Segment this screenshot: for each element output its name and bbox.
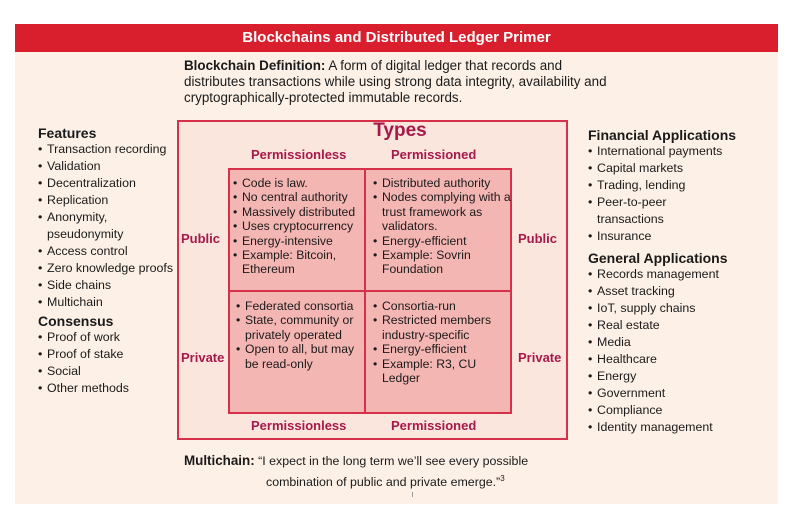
- financial-heading: Financial Applications: [588, 127, 737, 143]
- definition: [184, 58, 614, 106]
- list-item: • International payments: [588, 143, 778, 160]
- private-label-left: Private: [181, 350, 225, 365]
- list-item: • Example: Bitcoin, Ethereum: [233, 248, 354, 277]
- multichain-quote: [184, 452, 604, 491]
- cell-private-permissioned: [373, 299, 511, 385]
- list-item: • Proof of work: [38, 329, 178, 346]
- public-label-left: Public: [181, 231, 221, 246]
- list-item: • Capital markets: [588, 160, 778, 177]
- list-item: • Example: R3, CU Ledger: [373, 357, 494, 386]
- list-item: • Records management: [588, 266, 778, 283]
- list-item: • Anonymity, pseudonymity: [38, 209, 178, 243]
- public-label-right: Public: [518, 231, 558, 246]
- list-item: • Energy: [588, 368, 778, 385]
- list-item: • Open to all, but may be read-only: [236, 342, 365, 371]
- permissioned-label-top: Permissioned: [391, 147, 477, 162]
- cell-public-permissioned: [373, 176, 511, 277]
- permissioned-label-bottom: Permissioned: [391, 418, 477, 433]
- list-item: • Restricted members industry-specific: [373, 313, 504, 342]
- private-label-right: Private: [518, 350, 562, 365]
- list-item: • Peer-to-peer transactions: [588, 194, 717, 228]
- list-item: • Uses cryptocurrency: [233, 219, 363, 233]
- quote-line-2: combination of public and private emerge.”$^3$: [266, 474, 505, 490]
- cell-private-permissionless: [236, 299, 363, 371]
- list-item: • Real estate: [588, 317, 778, 334]
- list-item: • Multichain: [38, 294, 178, 311]
- list-item: • Energy-efficient: [373, 234, 511, 248]
- list-item: • Transaction recording: [38, 141, 178, 158]
- cell-public-permissionless: [233, 176, 363, 277]
- definition-label: Blockchain Definition:: [184, 58, 326, 73]
- list-item: • Healthcare: [588, 351, 778, 368]
- list-item: • Proof of stake: [38, 346, 178, 363]
- list-item: • Federated consortia: [236, 299, 363, 313]
- list-item: • Social: [38, 363, 178, 380]
- consensus-list: [38, 329, 178, 397]
- list-item: • Trading, lending: [588, 177, 778, 194]
- right-column: [588, 127, 778, 436]
- grid-divider-horizontal: [228, 290, 512, 292]
- permissionless-label-top: Permissionless: [251, 147, 347, 162]
- definition-text: A form of digital ledger that records and distributes transactions while using strong data integrity, availability and cryptographically-protected immutable records.: [184, 58, 607, 105]
- permissionless-label-bottom: Permissionless: [251, 418, 347, 433]
- list-item: • Consortia-run: [373, 299, 511, 313]
- list-item: • Other methods: [38, 380, 178, 397]
- list-item: • Example: Sovrin Foundation: [373, 248, 494, 277]
- quote-line-1: “I expect in the long term we’ll see every possible: [258, 454, 529, 468]
- list-item: • Decentralization: [38, 175, 178, 192]
- types-title: Types: [373, 120, 427, 141]
- features-heading: Features: [38, 125, 97, 141]
- list-item: • Zero knowledge proofs: [38, 260, 178, 277]
- consensus-heading: Consensus: [38, 313, 114, 329]
- general-heading: General Applications: [588, 250, 728, 266]
- list-item: • IoT, supply chains: [588, 300, 778, 317]
- list-item: • Asset tracking: [588, 283, 778, 300]
- list-item: • No central authority: [233, 190, 363, 204]
- multichain-label: Multichain:: [184, 453, 255, 468]
- list-item: • Compliance: [588, 402, 778, 419]
- list-item: • Replication: [38, 192, 178, 209]
- list-item: • State, community or privately operated: [236, 313, 361, 342]
- list-item: • Validation: [38, 158, 178, 175]
- list-item: • Government: [588, 385, 778, 402]
- list-item: • Nodes complying with a trust framework as validators.: [373, 190, 511, 233]
- list-item: • Massively distributed: [233, 205, 363, 219]
- list-item: • Access control: [38, 243, 178, 260]
- list-item: • Energy-efficient: [373, 342, 511, 356]
- list-item: • Side chains: [38, 277, 178, 294]
- list-item: • Code is law.: [233, 176, 363, 190]
- features-list: [38, 141, 178, 311]
- left-column: [38, 125, 178, 397]
- divider-tick: [412, 492, 413, 497]
- list-item: • Insurance: [588, 228, 778, 245]
- list-item: • Energy-intensive: [233, 234, 363, 248]
- financial-list: [588, 143, 778, 245]
- list-item: • Distributed authority: [373, 176, 511, 190]
- list-item: • Identity management: [588, 419, 778, 436]
- footnote-marker: 3: [500, 474, 505, 483]
- list-item: • Media: [588, 334, 778, 351]
- page-title: Blockchains and Distributed Ledger Primer: [15, 24, 778, 52]
- general-list: [588, 266, 778, 436]
